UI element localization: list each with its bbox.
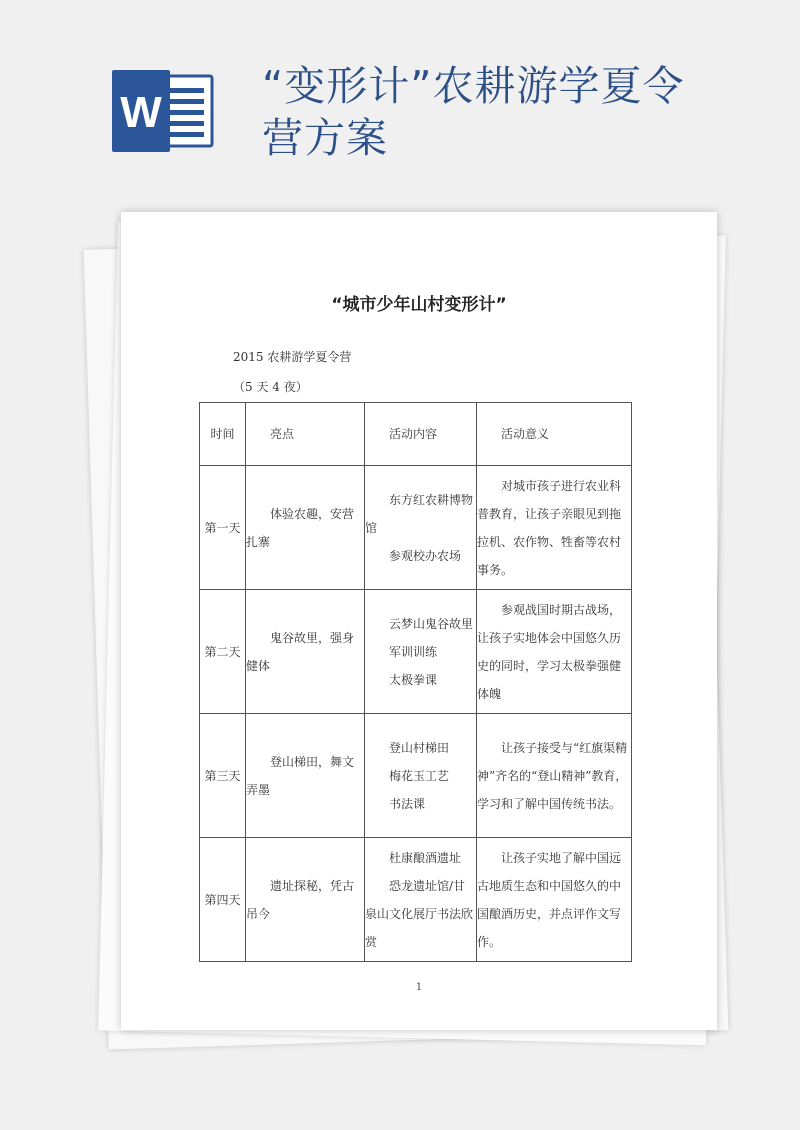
header-highlight: 亮点 xyxy=(246,403,365,466)
activity-item: 书法课 xyxy=(389,796,426,811)
activity-item: 梅花玉工艺 xyxy=(389,768,450,783)
activities-cell xyxy=(365,714,477,838)
highlight-cell: 体验农趣，安营扎寨 xyxy=(246,466,365,590)
activity-item: 杜康酿酒遗址 xyxy=(389,850,462,865)
day-cell: 第二天 xyxy=(200,590,246,714)
table-row xyxy=(200,714,632,838)
word-logo-letter: W xyxy=(120,88,162,137)
activity-item: 参观校办农场 xyxy=(389,548,462,563)
banner-title: “变形计”农耕游学夏令营方案 xyxy=(262,62,685,162)
header-activities-label: 活动内容 xyxy=(389,427,438,441)
meaning-cell: 对城市孩子进行农业科普教育，让孩子亲眼见到拖拉机、农作物、牲畜等农村事务。 xyxy=(477,466,632,590)
activity-item: 登山村梯田 xyxy=(389,740,450,755)
activity-item: 云梦山鬼谷故里 xyxy=(389,616,474,631)
page-number: 1 xyxy=(415,982,423,993)
header-time: 时间 xyxy=(200,403,246,466)
table-header-row xyxy=(200,403,632,466)
activity-item: 东方红农耕博物馆 xyxy=(365,492,474,535)
activities-cell xyxy=(365,838,477,962)
activity-item: 恐龙遗址馆/甘泉山文化展厅书法欣赏 xyxy=(365,878,474,949)
day-cell: 第三天 xyxy=(200,714,246,838)
activities-cell xyxy=(365,466,477,590)
table-row xyxy=(200,838,632,962)
activity-item: 军训训练 xyxy=(389,644,438,659)
meaning-cell: 让孩子接受与“红旗渠精神”齐名的“登山精神”教育，学习和了解中国传统书法。 xyxy=(477,714,632,838)
word-document-icon xyxy=(112,70,216,152)
highlight-cell: 鬼谷故里，强身健体 xyxy=(246,590,365,714)
meaning-cell: 参观战国时期古战场，让孩子实地体会中国悠久历史的同时，学习太极拳强健体魄 xyxy=(477,590,632,714)
document-title: “城市少年山村变形计” xyxy=(331,295,507,315)
day-cell: 第一天 xyxy=(200,466,246,590)
highlight-cell: 遗址探秘，凭古吊今 xyxy=(246,838,365,962)
table-row xyxy=(200,466,632,590)
day-cell: 第四天 xyxy=(200,838,246,962)
header-activities xyxy=(365,403,477,466)
activity-item: 太极拳课 xyxy=(389,672,438,687)
header-meaning: 活动意义 xyxy=(477,403,632,466)
document-page xyxy=(121,212,717,1030)
highlight-cell: 登山梯田，舞文弄墨 xyxy=(246,714,365,838)
document-duration: （5 天 4 夜） xyxy=(233,380,308,394)
meaning-cell: 让孩子实地了解中国远古地质生态和中国悠久的中国酿酒历史，并点评作文写作。 xyxy=(477,838,632,962)
schedule-table xyxy=(199,402,632,962)
table-row xyxy=(200,590,632,714)
document-subtitle: 2015 农耕游学夏令营 xyxy=(233,350,352,364)
activities-cell xyxy=(365,590,477,714)
